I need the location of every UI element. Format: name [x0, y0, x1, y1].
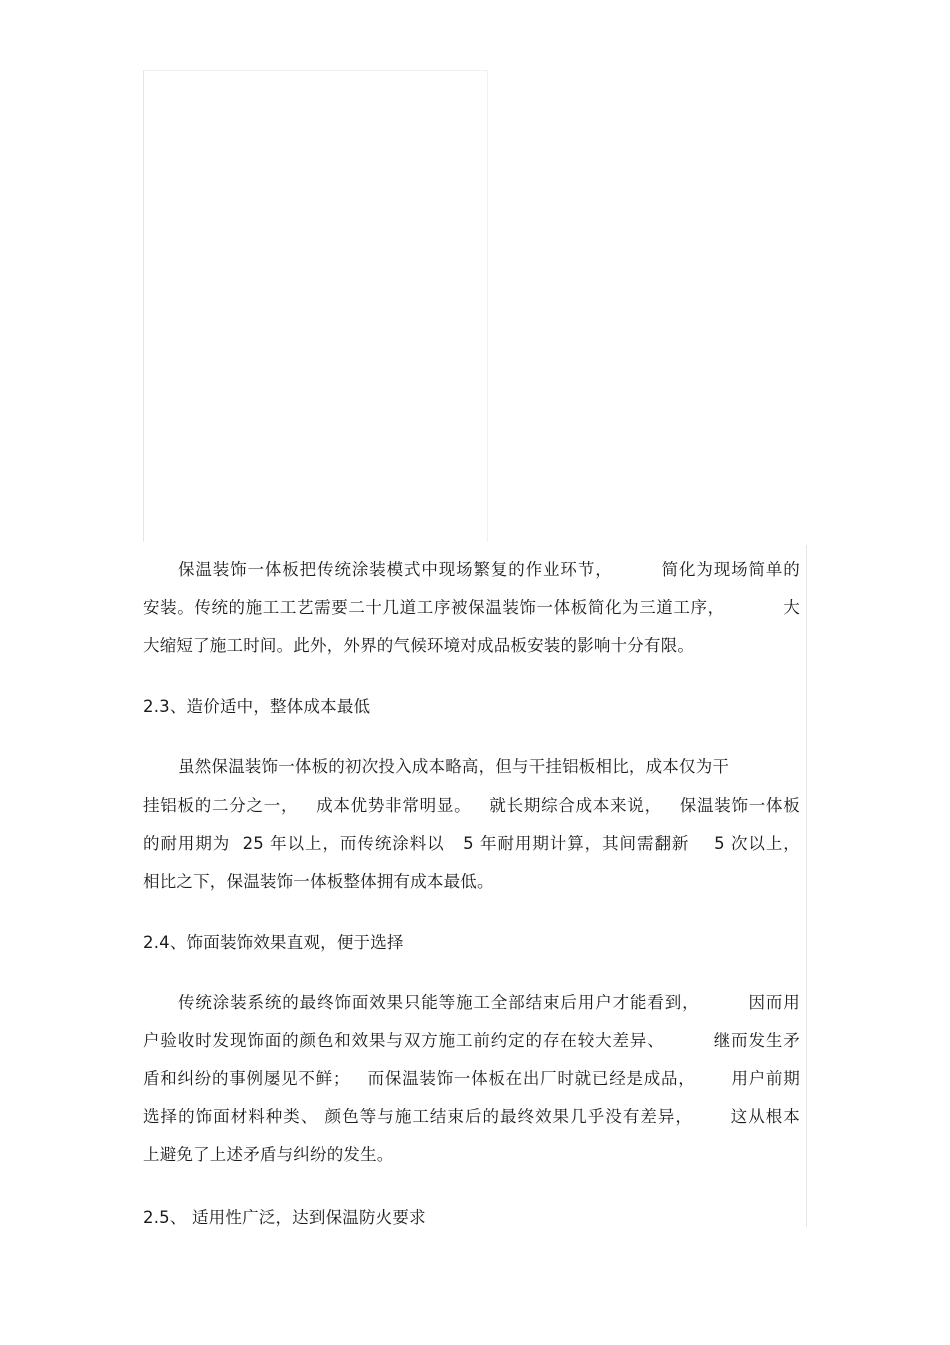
paragraph-line: 虽然保温装饰一体板的初次投入成本略高，但与干挂铝板相比，成本仅为干	[178, 757, 730, 776]
paragraph-line: 保温装饰一体板把传统涂装模式中现场繁复的作业环节， 简化为现场简单的	[178, 560, 800, 579]
paragraph-line: 盾和纠纷的事例屡见不鲜； 而保温装饰一体板在出厂时就已经是成品， 用户前期	[143, 1069, 800, 1088]
paragraph-line: 的耐用期为 25 年以上，而传统涂料以 5 年耐用期计算，其间需翻新 5 次以上，	[143, 834, 800, 853]
figure-placeholder	[143, 70, 488, 542]
paragraph-line: 挂铝板的二分之一， 成本优势非常明显。 就长期综合成本来说， 保温装饰一体板	[143, 796, 800, 815]
section-heading: 2.5、 适用性广泛，达到保温防火要求	[143, 1208, 426, 1227]
section-heading: 2.3、造价适中，整体成本最低	[143, 697, 371, 716]
paragraph-line: 相比之下，保温装饰一体板整体拥有成本最低。	[143, 872, 494, 891]
section-heading: 2.4、饰面装饰效果直观，便于选择	[143, 933, 404, 952]
document-body	[143, 545, 807, 1227]
paragraph-line: 选择的饰面材料种类、 颜色等与施工结束后的最终效果几乎没有差异， 这从根本	[143, 1107, 800, 1126]
paragraph-line: 上避免了上述矛盾与纠纷的发生。	[143, 1145, 394, 1164]
paragraph-line: 安装。传统的施工工艺需要二十几道工序被保温装饰一体板简化为三道工序， 大	[143, 598, 800, 617]
paragraph-line: 户验收时发现饰面的颜色和效果与双方施工前约定的存在较大差异、 继而发生矛	[143, 1031, 800, 1050]
paragraph-line: 大缩短了施工时间。此外，外界的气候环境对成品板安装的影响十分有限。	[143, 636, 695, 655]
paragraph-line: 传统涂装系统的最终饰面效果只能等施工全部结束后用户才能看到， 因而用	[178, 993, 800, 1012]
